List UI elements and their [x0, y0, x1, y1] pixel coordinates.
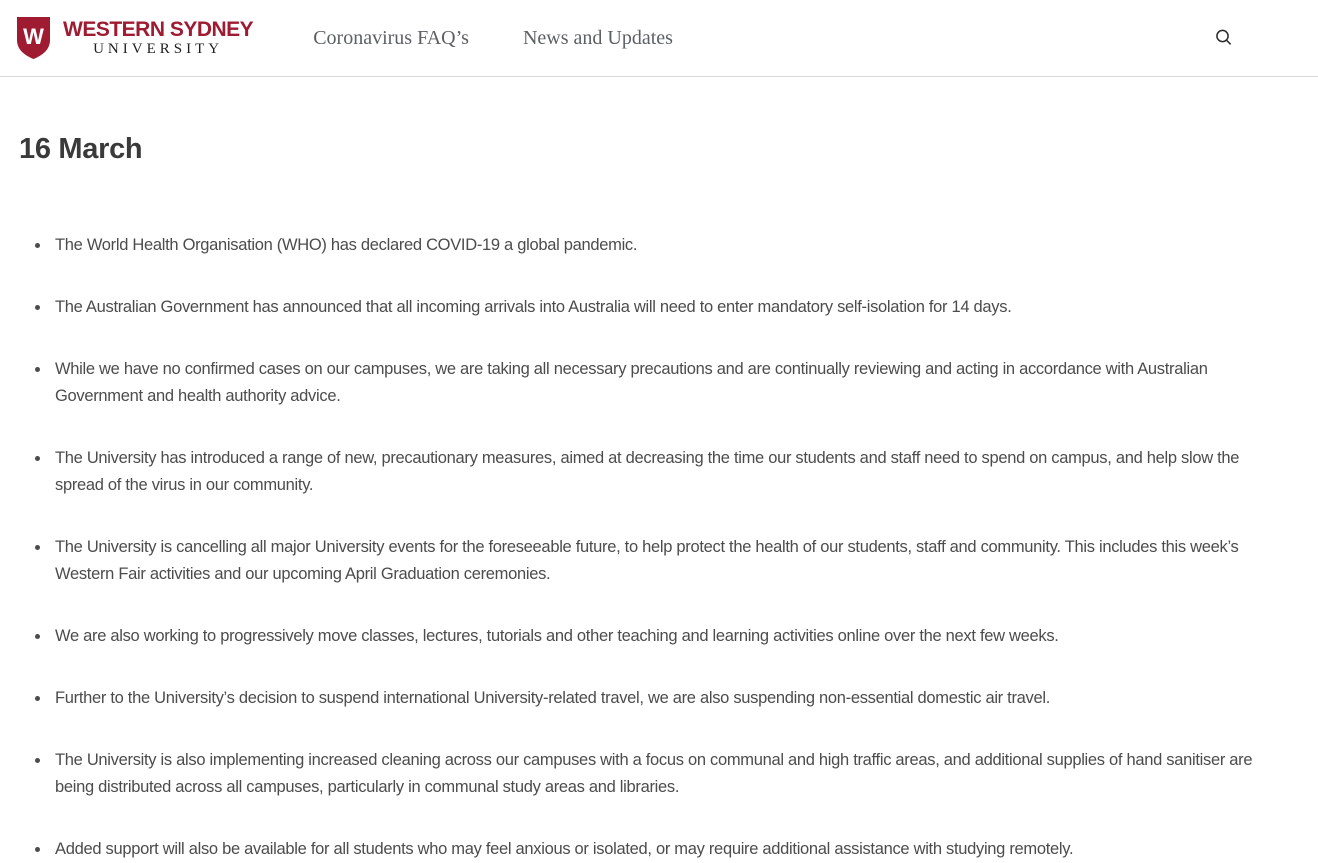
list-item	[19, 836, 1255, 863]
update-list	[19, 232, 1255, 863]
main-nav	[313, 27, 673, 50]
logo-wordmark-bottom: UNIVERSITY	[93, 40, 224, 57]
list-item-text: While we have no confirmed cases on our campuses, we are taking all necessary precautions and are continually reviewing and acting in accordance with Australian Government and health authority advice.	[55, 360, 1208, 405]
list-item	[19, 445, 1255, 499]
bullet-icon	[35, 456, 40, 461]
list-item-text: The World Health Organisation (WHO) has declared COVID-19 a global pandemic.	[55, 236, 638, 254]
list-item-text: The University is cancelling all major University events for the foreseeable future, to help protect the health of our students, staff and community. This includes this week’s Western Fair activities and our upcoming April Graduation ceremonies.	[55, 538, 1239, 583]
logo-shield-letter: W	[23, 24, 44, 49]
list-item	[19, 294, 1255, 321]
logo-shield-icon	[17, 17, 50, 59]
nav-news-and-updates[interactable]: News and Updates	[522, 26, 673, 49]
list-item	[19, 623, 1255, 650]
bullet-icon	[35, 305, 40, 310]
nav-coronavirus-faqs[interactable]: Coronavirus FAQ’s	[313, 26, 469, 49]
list-item	[19, 356, 1255, 410]
content	[0, 133, 1318, 863]
bullet-icon	[35, 545, 40, 550]
bullet-icon	[35, 367, 40, 372]
search-button[interactable]	[1210, 24, 1238, 52]
list-item-text: We are also working to progressively move classes, lectures, tutorials and other teaching and learning activities online over the next few weeks.	[55, 627, 1059, 645]
list-item-text: The Australian Government has announced that all incoming arrivals into Australia will need to enter mandatory self-isolation for 14 days.	[55, 298, 1012, 316]
bullet-icon	[35, 243, 40, 248]
bullet-icon	[35, 634, 40, 639]
list-item-text: Added support will also be available for all students who may feel anxious or isolated, or may require additional assistance with studying remotely.	[55, 840, 1074, 858]
site-header	[0, 0, 1318, 77]
page-title: 16 March	[19, 133, 143, 165]
bullet-icon	[35, 696, 40, 701]
list-item	[19, 232, 1255, 259]
logo-wordmark	[63, 18, 253, 58]
list-item-text: The University has introduced a range of new, precautionary measures, aimed at decreasing the time our students and staff need to spend on campus, and help slow the spread of the virus in our community.	[55, 449, 1240, 494]
list-item-text: Further to the University’s decision to suspend international University-related travel, we are also suspending non-essential domestic air travel.	[55, 689, 1050, 707]
search-icon	[1214, 28, 1234, 48]
list-item	[19, 747, 1255, 801]
list-item	[19, 534, 1255, 588]
list-item-text: The University is also implementing increased cleaning across our campuses with a focus on communal and high traffic areas, and additional supplies of hand sanitiser are being distributed across all campuses, particularly in communal study areas and libraries.	[55, 751, 1253, 796]
logo-wordmark-top: WESTERN SYDNEY	[63, 17, 254, 41]
bullet-icon	[35, 847, 40, 852]
university-logo[interactable]	[17, 17, 253, 59]
list-item	[19, 685, 1255, 712]
bullet-icon	[35, 758, 40, 763]
